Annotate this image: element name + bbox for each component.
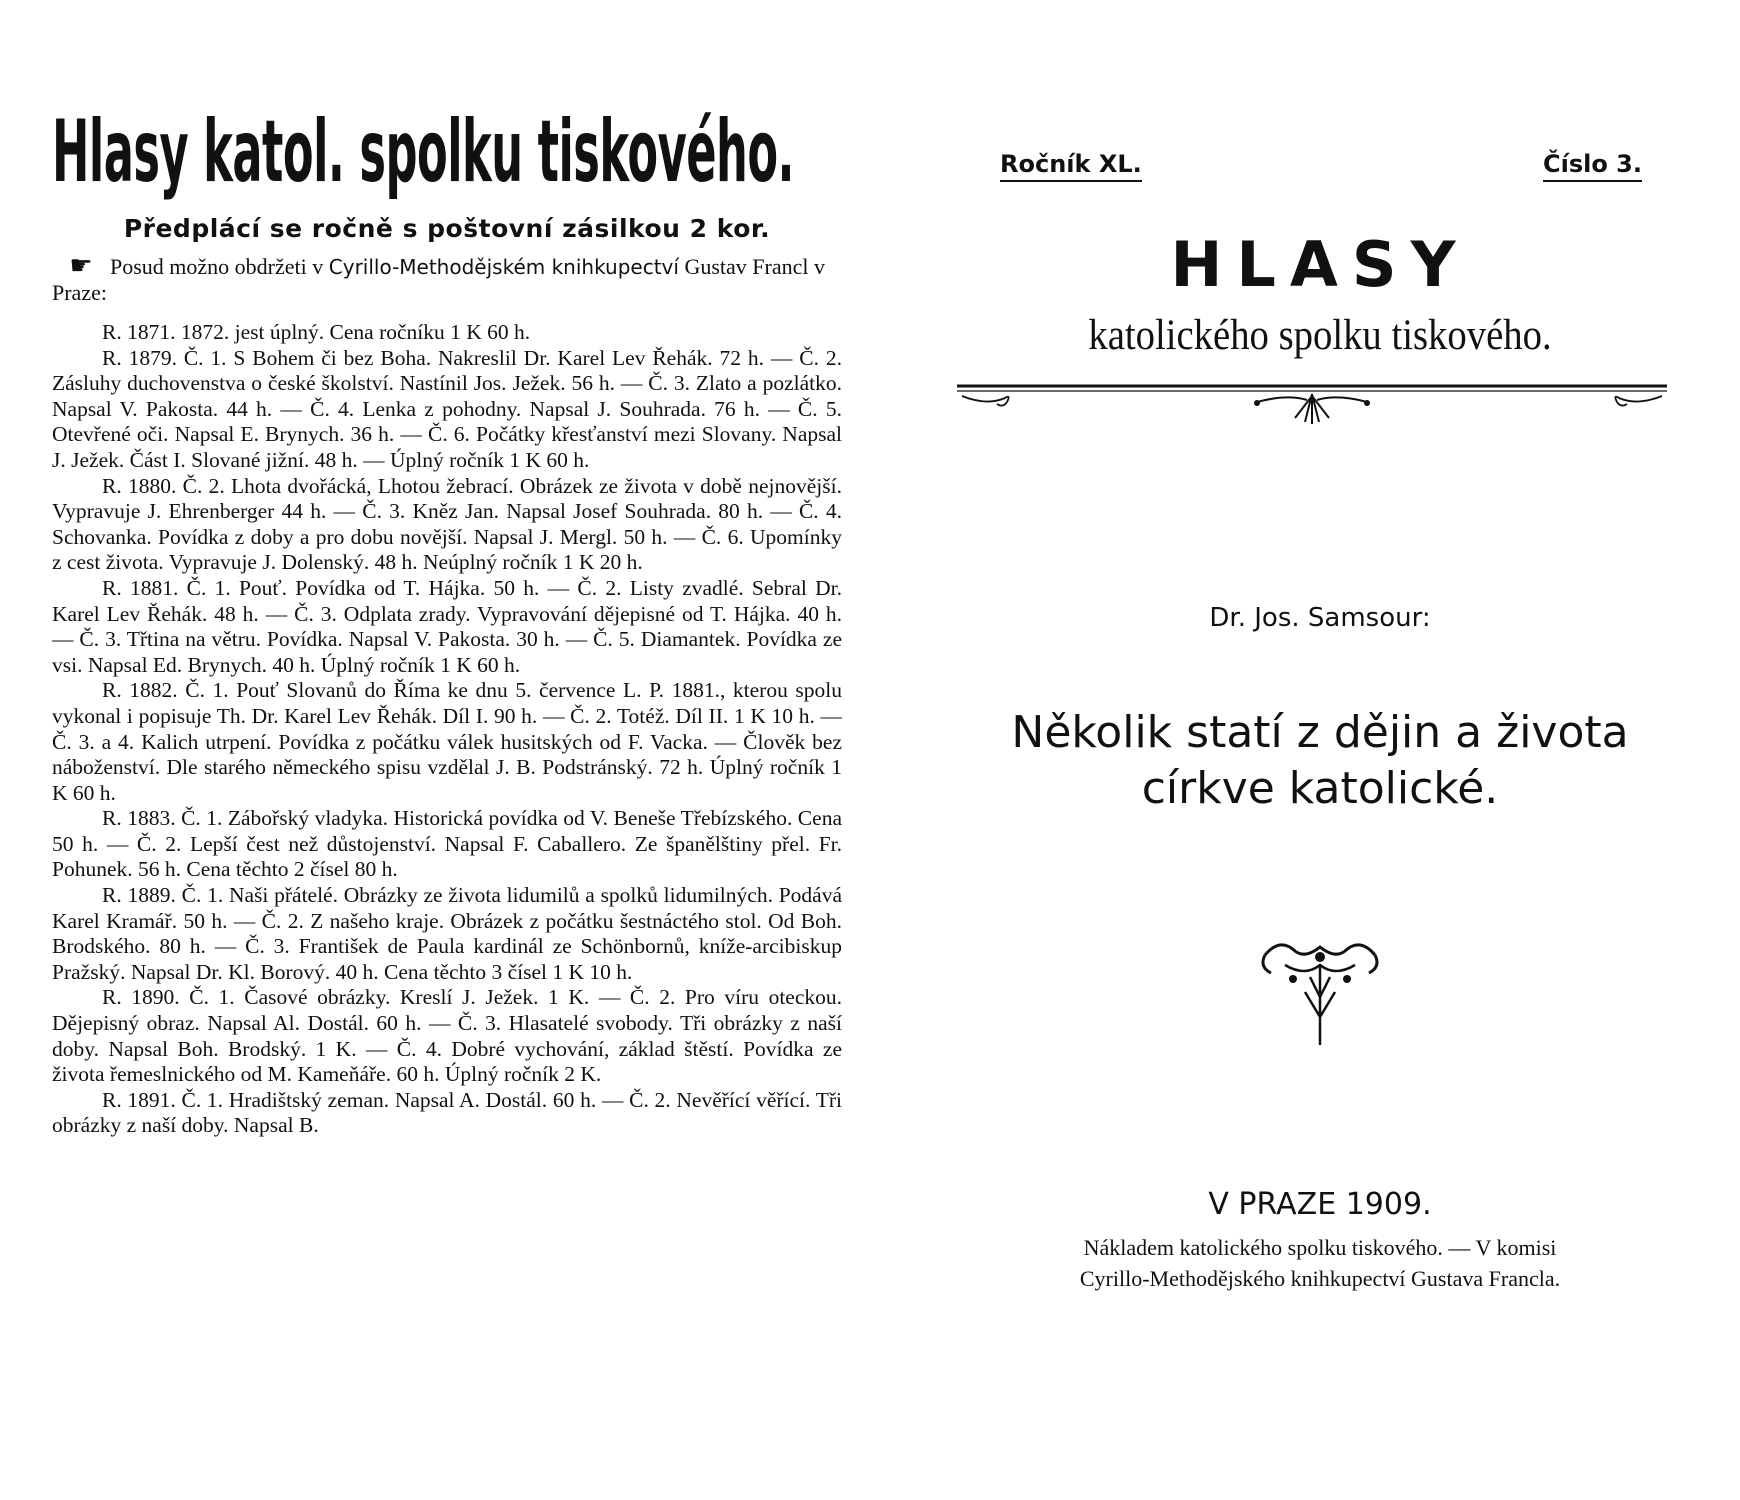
author: Dr. Jos. Samsour: (1209, 603, 1431, 633)
catalogue-entry: R. 1881. Č. 1. Pouť. Povídka od T. Hájka. 50 h. — Č. 2. Listy zvadlé. Sebral Dr. Karel Lev Řehák. 48 h. — Č. 3. Odplata zrady. Vypravování dějepisné od T. Hájka. 40 h. — Č. 3. Třtina na větru. Povídka. Napsal V. Pakosta. 30 h. — Č. 5. Diamantek. Povídka ze vsi. Napsal Ed. Brynych. 40 h. Úplný ročník 1 K 60 h. (52, 575, 842, 677)
issue-number: Číslo 3. (1543, 150, 1642, 182)
availability-note (52, 253, 842, 306)
catalogue-entry: R. 1879. Č. 1. S Bohem či bez Boha. Nakreslil Dr. Karel Lev Řehák. 72 h. — Č. 2. Zásluhy duchovenstva o české školství. Nastínil Jos. Ježek. 56 h. — Č. 3. Zlato a pozlátko. Napsal V. Pakosta. 44 h. — Č. 4. Lenka z pohodny. Napsal J. Souhrada. 76 h. — Č. 5. Otevřené oči. Napsal E. Brynych. 36 h. — Č. 6. Počátky křesťanství mezi Slovany. Napsal J. Ježek. Část I. Slované jižní. 48 h. — Úplný ročník 1 K 60 h. (52, 345, 842, 472)
subscription-note: Předplácí se ročně s poštovní zásilkou 2 kor. (123, 214, 771, 243)
masthead: Hlasy katol. spolku tiskového. (52, 102, 795, 202)
title-page (960, 150, 1680, 1294)
catalogue-entry: R. 1883. Č. 1. Zábořský vladyka. Historická povídka od V. Beneše Třebízského. Cena 50 h. — Č. 2. Lepší čest než důstojenství. Napsal F. Caballero. Ze španělštiny přel. Fr. Pohunek. 56 h. Cena těchto 2 čísel 80 h. (52, 806, 842, 882)
vignette-ornament-icon (1255, 937, 1385, 1047)
series-subtitle: katolického spolku tiskového. (1088, 312, 1552, 359)
catalogue-entries (52, 320, 842, 1139)
catalogue-entry: R. 1891. Č. 1. Hradištský zeman. Napsal A. Dostál. 60 h. — Č. 2. Nevěřící věřící. Tři obrázky z naší doby. Napsal B. (52, 1087, 842, 1138)
availability-text-2: Cyrillo-Methodějském knihkupectví (328, 255, 679, 279)
volume-label: Ročník XL. (1000, 150, 1142, 182)
book-title (960, 705, 1680, 817)
catalogue-entry: R. 1882. Č. 1. Pouť Slovanů do Říma ke dnu 5. července L. P. 1881., kterou spolu vykonal i popisuje Th. Dr. Karel Lev Řehák. Díl I. 90 h. — Č. 2. Totéž. Díl II. 1 K 10 h. — Č. 3. a 4. Kalich utrpení. Povídka z počátku válek husitských od F. Vacka. — Člověk bez náboženství. Dle starého německého spisu vzdělal J. B. Podstránský. 72 h. Úplný ročník 1 K 60 h. (52, 678, 842, 805)
issue-header (960, 150, 1680, 182)
place-year: V PRAZE 1909. (1208, 1187, 1432, 1222)
catalogue-entry: R. 1890. Č. 1. Časové obrázky. Kreslí J. Ježek. 1 K. — Č. 2. Pro víru oteckou. Dějepisný obraz. Napsal Al. Dostál. 60 h. — Č. 3. Hlasatelé svobody. Tři obrázky z naší doby. Napsal Boh. Brodský. 1 K. — Č. 4. Dobré vychování, základ štěstí. Povídka ze života řemeslnického od M. Kameňáře. 60 h. Úplný ročník 2 K. (52, 985, 842, 1087)
publisher-line-2: Cyrillo-Methodějského knihkupectví Gustava Francla. (1079, 1266, 1561, 1291)
series-title: HLASY (1170, 228, 1470, 301)
ornamental-rule-icon (957, 382, 1667, 428)
availability-text-3: Gustav Francl v Praze: (52, 254, 825, 305)
catalogue-entry: R. 1880. Č. 2. Lhota dvořácká, Lhotou žebrací. Obrázek ze života v době nejnovější. Vypravuje J. Ehrenberger 44 h. — Č. 3. Kněz Jan. Napsal Josef Souhrada. 80 h. — Č. 4. Schovanka. Povídka z doby a pro dobu novější. Napsal J. Mergl. 50 h. — Č. 6. Upomínky z cest života. Vypravuje J. Dolenský. 48 h. Neúplný ročník 1 K 20 h. (52, 473, 842, 575)
catalogue-entry: R. 1889. Č. 1. Naši přátelé. Obrázky ze života lidumilů a spolků lidumilných. Podává Karel Kramář. 50 h. — Č. 2. Z našeho kraje. Obrázek z počátku šestnáctého stol. Od Boh. Brodského. 80 h. — Č. 3. František de Paula kardinál ze Schönbornů, kníže-arcibiskup Pražský. Napsal Dr. Kl. Borový. 40 h. Cena těchto 3 čísel 1 K 10 h. (52, 883, 842, 984)
pointing-hand-icon: ☛ (69, 251, 93, 280)
advert-column (52, 100, 842, 1139)
book-title-line-2: církve katolické. (1141, 763, 1499, 814)
publisher-info (960, 1232, 1680, 1294)
publisher-line-1: Nákladem katolického spolku tiskového. — V komisi (1083, 1235, 1557, 1260)
book-title-line-1: Několik statí z dějin a života (1011, 707, 1629, 758)
availability-text-1: Posud možno obdržeti v (110, 254, 329, 279)
catalogue-entry: R. 1871. 1872. jest úplný. Cena ročníku 1 K 60 h. (102, 320, 531, 344)
